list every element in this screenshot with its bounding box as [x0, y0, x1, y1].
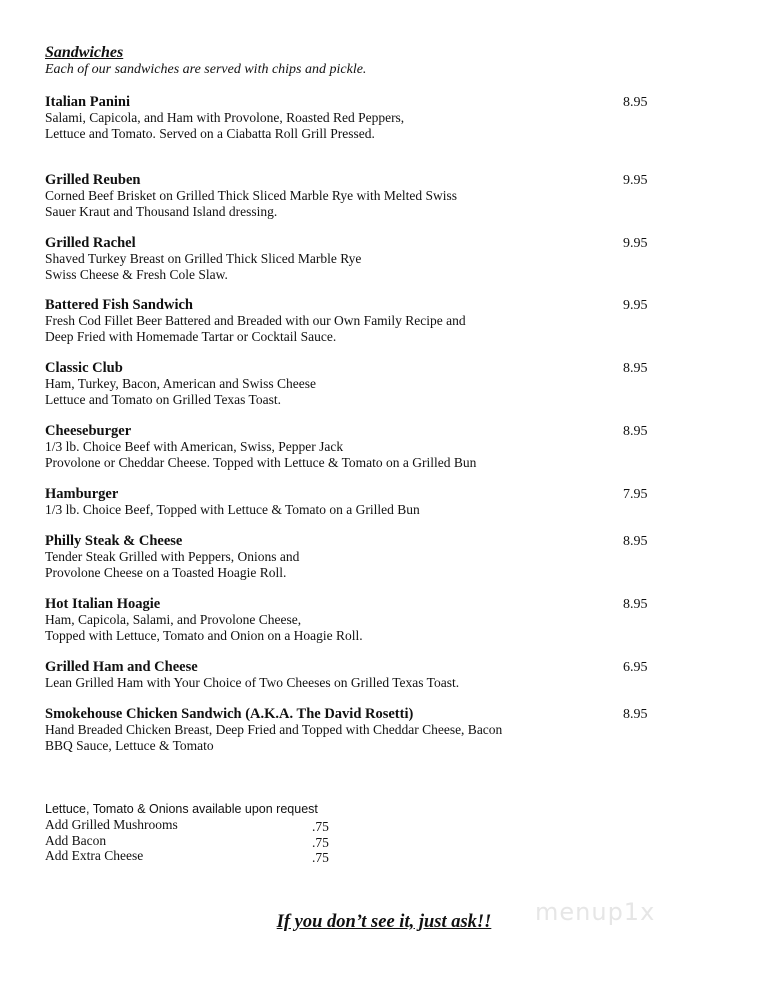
addon-row [45, 817, 365, 833]
addon-row [45, 833, 365, 849]
menu-item [45, 706, 705, 754]
item-desc-line: Salami, Capicola, and Ham with Provolone, Roasted Red Peppers, [45, 110, 405, 125]
item-name: Cheeseburger [45, 423, 132, 439]
item-price: 8.95 [623, 95, 648, 110]
item-desc-line: Fresh Cod Fillet Beer Battered and Breaded with our Own Family Recipe and [45, 313, 466, 328]
item-desc-line: Hand Breaded Chicken Breast, Deep Fried and Topped with Cheddar Cheese, Bacon [45, 722, 503, 737]
item-desc-line: BBQ Sauce, Lettuce & Tomato [45, 738, 214, 753]
item-price: 6.95 [623, 660, 648, 675]
item-price: 8.95 [623, 534, 648, 549]
item-desc-line: Sauer Kraut and Thousand Island dressing. [45, 204, 278, 219]
section-title: Sandwiches [45, 44, 124, 61]
item-price: 9.95 [623, 173, 648, 188]
menu-item [45, 297, 705, 345]
menu-item [45, 423, 705, 471]
item-price: 9.95 [623, 236, 648, 251]
footer-tagline: If you don’t see it, just ask!! [276, 912, 492, 932]
addons-note: Lettuce, Tomato & Onions available upon request [45, 802, 318, 816]
menu-item [45, 533, 705, 581]
item-desc-line: Corned Beef Brisket on Grilled Thick Sliced Marble Rye with Melted Swiss [45, 188, 458, 203]
item-name: Grilled Ham and Cheese [45, 659, 198, 675]
item-name: Battered Fish Sandwich [45, 297, 193, 313]
item-desc-line: Lettuce and Tomato on Grilled Texas Toast. [45, 392, 281, 407]
addon-price: .75 [312, 850, 329, 865]
item-desc-line: Swiss Cheese & Fresh Cole Slaw. [45, 267, 228, 282]
addon-label: Add Bacon [45, 832, 107, 848]
menu-item [45, 659, 705, 691]
item-name: Hamburger [45, 486, 119, 502]
menu-item [45, 172, 705, 220]
item-desc-line: Lettuce and Tomato. Served on a Ciabatta Roll Grill Pressed. [45, 126, 375, 141]
addon-row [45, 848, 365, 864]
menu-item [45, 486, 705, 518]
addon-price: .75 [312, 834, 329, 850]
item-price: 8.95 [623, 361, 648, 376]
item-desc-line: Ham, Turkey, Bacon, American and Swiss Cheese [45, 376, 316, 391]
item-desc-line: Deep Fried with Homemade Tartar or Cocktail Sauce. [45, 329, 337, 344]
item-desc-line: Provolone or Cheddar Cheese. Topped with Lettuce & Tomato on a Grilled Bun [45, 455, 477, 470]
addons-section [45, 802, 365, 864]
item-price: 9.95 [623, 298, 648, 313]
item-name: Philly Steak & Cheese [45, 533, 183, 549]
section-subtitle: Each of our sandwiches are served with chips and pickle. [45, 62, 367, 77]
item-desc-line: Lean Grilled Ham with Your Choice of Two Cheeses on Grilled Texas Toast. [45, 675, 460, 690]
menu-item [45, 360, 705, 408]
item-desc-line: Topped with Lettuce, Tomato and Onion on a Hoagie Roll. [45, 628, 363, 643]
item-desc-line: Provolone Cheese on a Toasted Hoagie Roll. [45, 565, 287, 580]
item-price: 8.95 [623, 597, 648, 612]
item-desc-line: 1/3 lb. Choice Beef with American, Swiss, Pepper Jack [45, 439, 344, 454]
addon-label: Add Extra Cheese [45, 848, 144, 863]
watermark-logo: menup1x [535, 898, 656, 926]
item-desc-line: Shaved Turkey Breast on Grilled Thick Sliced Marble Rye [45, 251, 362, 266]
item-desc-line: 1/3 lb. Choice Beef, Topped with Lettuce & Tomato on a Grilled Bun [45, 502, 420, 517]
addon-price: .75 [312, 819, 329, 834]
item-name: Smokehouse Chicken Sandwich (A.K.A. The David Rosetti) [45, 706, 414, 722]
menu-item [45, 596, 705, 644]
item-desc-line: Ham, Capicola, Salami, and Provolone Cheese, [45, 612, 302, 627]
item-price: 8.95 [623, 707, 648, 722]
item-name: Grilled Reuben [45, 172, 141, 188]
item-price: 7.95 [623, 487, 648, 502]
item-name: Grilled Rachel [45, 235, 136, 251]
item-name: Italian Panini [45, 94, 131, 110]
item-name: Classic Club [45, 360, 123, 376]
addon-label: Add Grilled Mushrooms [45, 817, 178, 832]
item-desc-line: Tender Steak Grilled with Peppers, Onions and [45, 549, 300, 564]
menu-item [45, 235, 705, 283]
item-price: 8.95 [623, 424, 648, 439]
menu-item [45, 94, 705, 142]
item-name: Hot Italian Hoagie [45, 596, 161, 612]
